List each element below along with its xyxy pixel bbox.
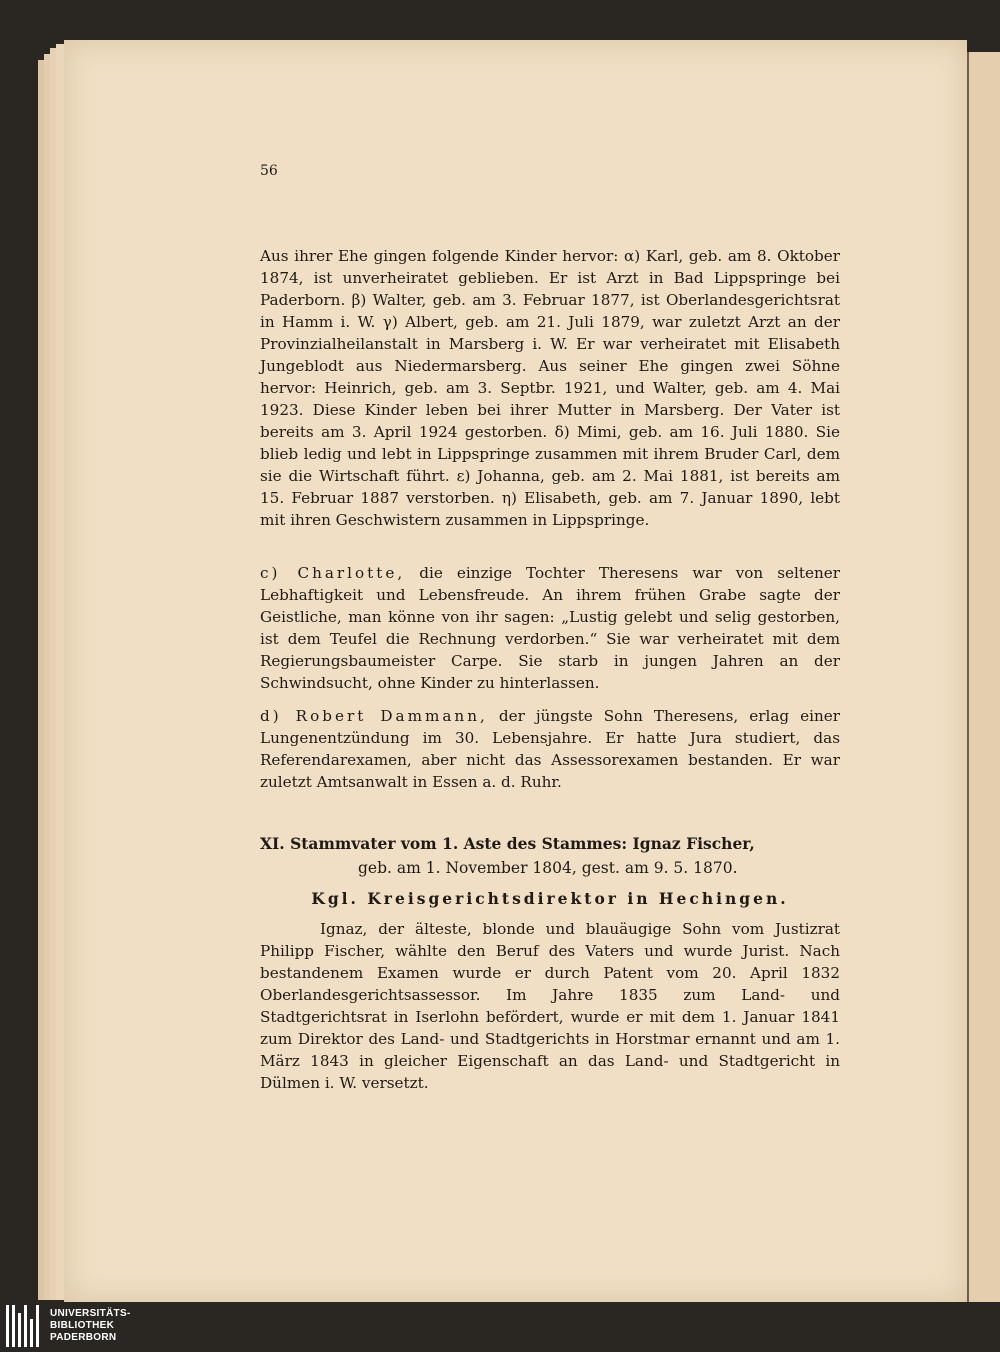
- paragraph-lead-robert: d) Robert Dammann,: [260, 707, 488, 725]
- paragraph-body-robert: der jüngste Sohn Theresens, erlag einer Lungenentzündung im 30. Lebensjahre. Er hatte Jura studiert, das Referendarexamen, aber nicht das Assessorexamen bestanden. Er war zuletzt Amtsanwalt in Essen a. d. Ruhr.: [260, 707, 841, 791]
- library-logo: [6, 1303, 196, 1349]
- paragraph-body-charlotte: die einzige Tochter Theresens war von seltener Lebhaftigkeit und Lebensfreude. An ihrem frühen Grabe sagte der Geistliche, man könne von ihr sagen: „Lustig gelebt und selig gestorben, ist dem Teufel die Rechnung verdorben.“ Sie war verheiratet mit dem Regierungsbaumeister Carpe. Sie starb in jungen Jahren an der Schwindsucht, ohne Kinder zu hinterlassen.: [260, 564, 840, 692]
- book-page: [64, 40, 967, 1302]
- library-logo-text: [50, 1308, 131, 1344]
- paragraph-charlotte: [260, 562, 840, 694]
- paragraph-children: Aus ihrer Ehe gingen folgende Kinder hervor: α) Karl, geb. am 8. Oktober 1874, ist unverheiratet geblieben. Er ist Arzt in Bad Lippspringe bei Paderborn. β) Walter, geb. am 3. Februar 1877, ist Oberlandesgerichtsrat in Hamm i. W. γ) Albert, geb. am 21. Juli 1879, war zuletzt Arzt an der Provinzialheilanstalt in Marsberg i. W. Er war verheiratet mit Elisabeth Jungeblodt aus Niedermarsberg. Aus seiner Ehe gingen zwei Söhne hervor: Heinrich, geb. am 3. Septbr. 1921, und Walter, geb. am 4. Mai 1923. Diese Kinder leben bei ihrer Mutter in Marsberg. Der Vater ist bereits am 3. April 1924 gestorben. δ) Mimi, geb. am 16. Juli 1880. Sie blieb ledig und lebt in Lippspringe zusammen mit ihrem Bruder Carl, dem sie die Wirtschaft führt. ε) Johanna, geb. am 2. Mai 1881, ist bereits am 15. Februar 1887 verstorben. η) Elisabeth, geb. am 7. Januar 1890, lebt mit ihren Geschwistern zusammen in Lippspringe.: [260, 247, 840, 529]
- logo-bars-icon: [6, 1305, 42, 1347]
- logo-line: UNIVERSITÄTS-: [50, 1308, 131, 1319]
- section-heading-dates: geb. am 1. November 1804, gest. am 9. 5. 1870.: [358, 859, 738, 877]
- page-number: 56: [260, 163, 278, 179]
- paragraph-robert: [260, 705, 840, 793]
- section-subheading: Kgl. Kreisgerichtsdirektor in Hechingen.: [311, 889, 789, 908]
- section-heading-title: XI. Stammvater vom 1. Aste des Stammes: Ignaz Fischer,: [260, 834, 755, 853]
- section-heading: [260, 833, 840, 879]
- logo-line: BIBLIOTHEK: [50, 1320, 115, 1331]
- facing-page-edge: [967, 52, 1000, 1302]
- paragraph-lead-charlotte: c) Charlotte,: [260, 564, 406, 582]
- paragraph-ignaz: Ignaz, der älteste, blonde und blauäugige Sohn vom Justizrat Philipp Fischer, wählte den Beruf des Vaters und wurde Jurist. Nach bestandenem Examen wurde er durch Patent vom 20. April 1832 Oberlandesgerichtsassessor. Im Jahre 1835 zum Land- und Stadtgerichtsrat in Iserlohn befördert, wurde er mit dem 1. Januar 1841 zum Direktor des Land- und Stadtgerichts in Horstmar ernannt und am 1. März 1843 in gleicher Eigenschaft an das Land- und Stadtgericht in Dülmen i. W. versetzt.: [260, 920, 840, 1092]
- logo-line: PADERBORN: [50, 1332, 117, 1343]
